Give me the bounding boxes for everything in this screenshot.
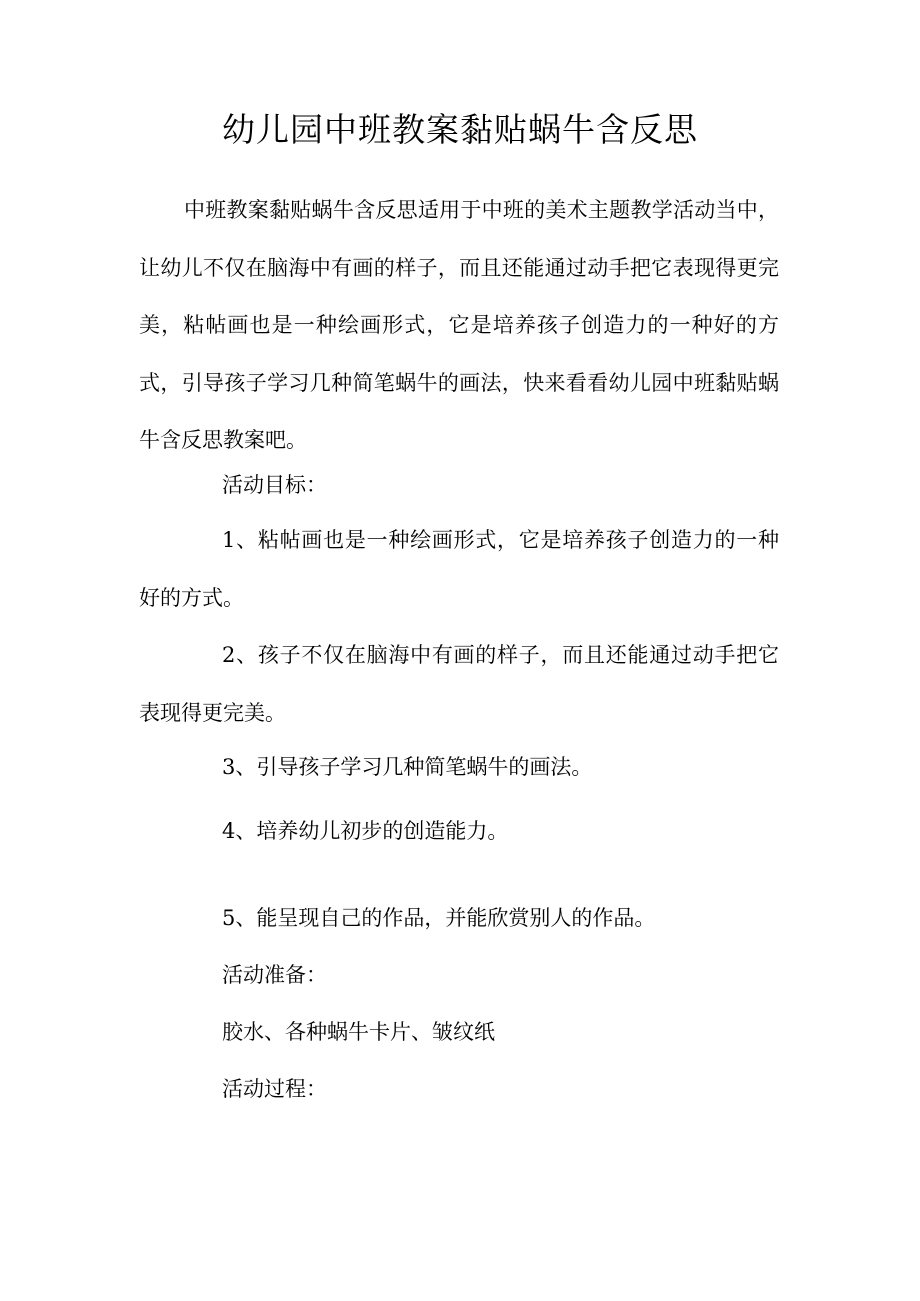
goals-heading: 活动目标：: [222, 473, 327, 497]
goal-item-3: 3、引导孩子学习几种简笔蜗牛的画法。: [222, 755, 593, 779]
goal-item-4: 4、培养幼儿初步的创造能力。: [222, 819, 509, 843]
intro-paragraph: 中班教案黏贴蜗牛含反思适用于中班的美术主题教学活动当中，让幼儿不仅在脑海中有画的样子，而且还能通过动手把它表现得更完美，粘帖画也是一种绘画形式，它是培养孩子创造力的一种好的方式，引导孩子学习几种简笔蜗牛的画法，快来看看幼儿园中班黏贴蜗牛含反思教案吧。: [139, 198, 779, 452]
prep-items: 胶水、各种蜗牛卡片、皱纹纸: [222, 1020, 495, 1044]
goal-item-1: 1、粘帖画也是一种绘画形式，它是培养孩子创造力的一种好的方式。: [139, 528, 779, 610]
process-heading: 活动过程：: [222, 1077, 327, 1101]
document-title: 幼儿园中班教案黏贴蜗牛含反思: [222, 110, 698, 149]
prep-heading: 活动准备：: [222, 963, 327, 987]
goal-item-5: 5、能呈现自己的作品，并能欣赏别人的作品。: [222, 906, 656, 930]
goal-item-2: 2、孩子不仅在脑海中有画的样子，而且还能通过动手把它表现得更完美。: [139, 643, 779, 725]
